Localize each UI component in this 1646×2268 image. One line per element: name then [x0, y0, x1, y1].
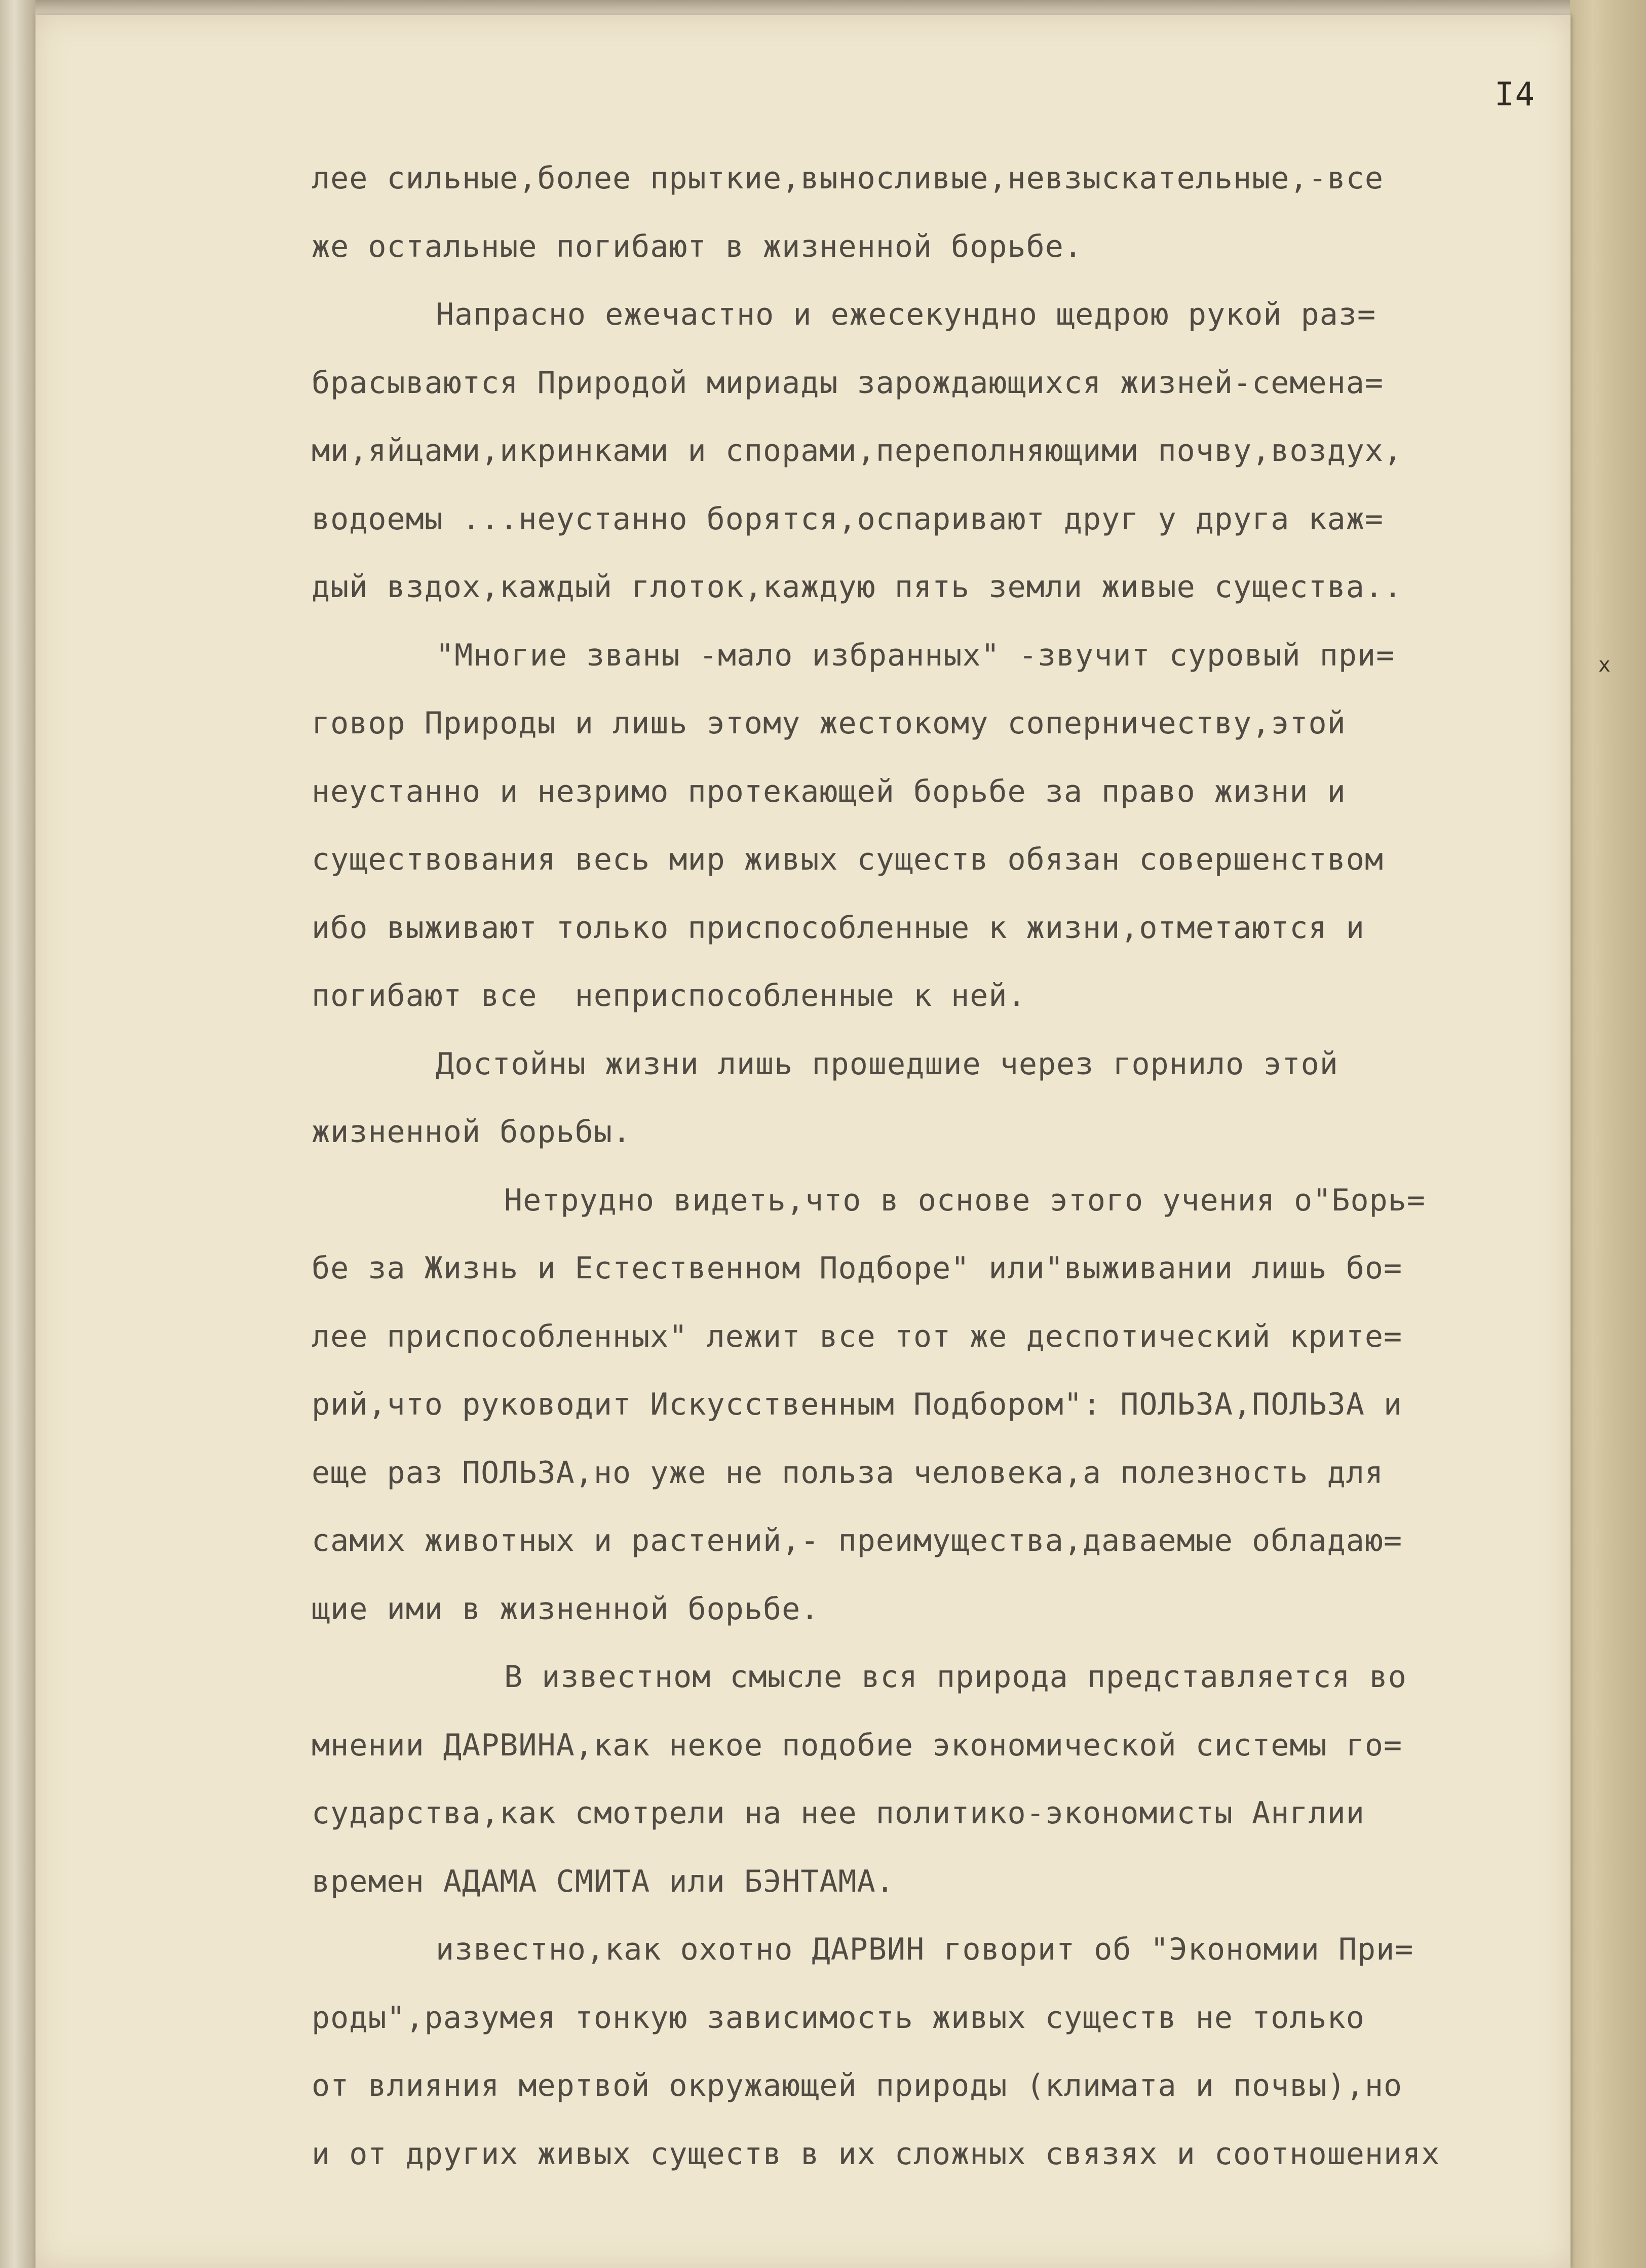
text-line: говор Природы и лишь этому жестокому соперничеству,этой — [312, 706, 1346, 741]
text-line: лее сильные,более прыткие,выносливые,невзыскательные,-все — [312, 161, 1384, 196]
folder-top-edge — [0, 0, 1646, 15]
text-line: ми,яйцами,икринками и спорами,переполняющими почву,воздух, — [312, 433, 1403, 468]
text-line: времен АДАМА СМИТА или БЭНТАМА. — [312, 1863, 895, 1899]
text-line: неустанно и незримо протекающей борьбе за право жизни и — [312, 773, 1346, 809]
text-line: погибают все неприспособленные к ней. — [312, 978, 1026, 1013]
text-line: щие ими в жизненной борьбе. — [312, 1591, 820, 1627]
text-line: роды",разумея тонкую зависимость живых существ не только — [312, 2000, 1365, 2036]
paragraph-start-line: Достойны жизни лишь прошедшие через горнило этой — [436, 1046, 1338, 1082]
text-line: же остальные погибают в жизненной борьбе. — [312, 228, 1083, 264]
text-line: рий,что руководит Искусственным Подбором": ПОЛЬЗА,ПОЛЬЗА и — [312, 1387, 1403, 1422]
text-line: существования весь мир живых существ обязан совершенством — [312, 842, 1384, 877]
page-number: I4 — [1495, 76, 1536, 113]
text-line: ибо выживают только приспособленные к жизни,отметаются и — [312, 910, 1365, 946]
paragraph-start-line: Нетрудно видеть,что в основе этого учения о"Борь= — [504, 1182, 1426, 1218]
folder-left-edge — [0, 0, 35, 2268]
text-line: сударства,как смотрели на нее политико-экономисты Англии — [312, 1795, 1365, 1831]
text-line: бе за Жизнь и Естественном Подборе" или"выживании лишь бо= — [312, 1250, 1403, 1286]
text-line: водоемы ...неустанно борятся,оспаривают друг у друга каж= — [312, 501, 1384, 537]
text-line: брасываются Природой мириады зарождающихся жизней-семена= — [312, 365, 1384, 401]
text-line: дый вздох,каждый глоток,каждую пять земли живые существа.. — [312, 569, 1403, 605]
text-line: лее приспособленных" лежит все тот же деспотический крите= — [312, 1318, 1403, 1354]
text-line: от влияния мертвой окружающей природы (климата и почвы),но — [312, 2068, 1403, 2103]
text-line: жизненной борьбы. — [312, 1114, 632, 1150]
text-line: и от других живых существ в их сложных связях и соотношениях — [312, 2136, 1440, 2172]
text-line: еще раз ПОЛЬЗА,но уже не польза человека,а полезность для — [312, 1455, 1384, 1491]
paragraph-start-line: "Многие званы -мало избранных" -звучит суровый при= — [436, 637, 1395, 673]
typewritten-page — [35, 15, 1571, 2268]
text-line: мнении ДАРВИНА,как некое подобие экономической системы го= — [312, 1727, 1403, 1763]
body-text — [312, 144, 1598, 2188]
paragraph-start-line: Напрасно ежечастно и ежесекундно щедрою рукой раз= — [436, 297, 1376, 332]
paragraph-start-line: известно,как охотно ДАРВИН говорит об "Экономии При= — [436, 1932, 1414, 1967]
margin-mark: x — [1598, 653, 1611, 677]
paragraph-start-line: В известном смысле вся природа представляется во — [504, 1659, 1407, 1695]
text-line: самих животных и растений,- преимущества,даваемые обладаю= — [312, 1523, 1403, 1558]
